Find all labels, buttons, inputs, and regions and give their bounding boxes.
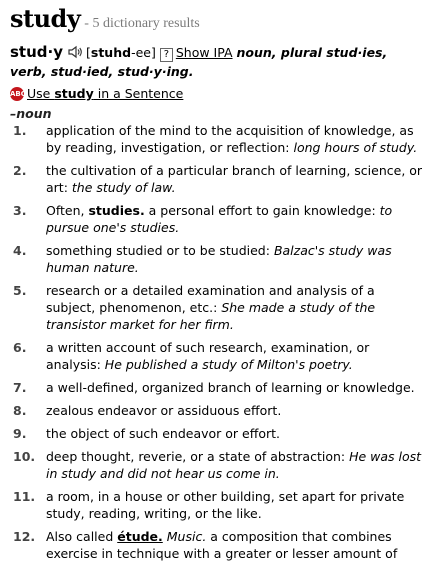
pronunciation — [86, 45, 156, 60]
definition-body: the object of such endeavor or effort. — [46, 426, 280, 441]
definition-item — [10, 242, 425, 276]
definition-number: 12. — [13, 529, 36, 544]
definition-number: 5. — [13, 283, 27, 298]
headword: stud·y — [10, 43, 63, 61]
definition-field-label: Music. — [166, 529, 207, 544]
definition-body: a composition that combines exercise in technique with a greater or lesser amount of — [46, 529, 398, 561]
definition-number: 1. — [13, 123, 27, 138]
definition-item — [10, 448, 425, 482]
definition-item — [10, 202, 425, 236]
definition-item — [10, 339, 425, 373]
definition-list — [10, 122, 425, 562]
definition-example: the study of law. — [71, 180, 176, 195]
grammar-forms: noun, plural stud·ies, verb, stud·ied, stud·y·ing. — [10, 45, 388, 79]
definition-text — [46, 379, 425, 396]
show-ipa-link[interactable]: Show IPA — [175, 45, 233, 60]
definition-text — [46, 448, 425, 482]
definition-body: a well-defined, organized branch of learning or knowledge. — [46, 380, 415, 395]
definition-body: deep thought, reverie, or a state of abstraction: — [46, 449, 350, 464]
definition-text — [46, 162, 425, 196]
sentence-icon-text: ABC — [10, 89, 26, 98]
definition-number: 10. — [13, 449, 36, 464]
definition-item — [10, 528, 425, 562]
definition-body: a written account of such research, examination, or analysis: — [46, 340, 370, 372]
part-of-speech-label: –noun — [10, 106, 52, 121]
audio-speaker-icon[interactable] — [67, 45, 83, 63]
definition-number: 9. — [13, 426, 27, 441]
definition-body: application of the mind to the acquisition of knowledge, as by reading, investigation, or reflection: — [46, 123, 414, 155]
definition-text — [46, 339, 425, 373]
definition-prefix: Often, — [46, 203, 89, 218]
definition-item — [10, 162, 425, 196]
definition-text — [46, 122, 425, 156]
definition-number: 2. — [13, 163, 27, 178]
definition-text — [46, 282, 425, 333]
definition-number: 6. — [13, 340, 27, 355]
definition-text — [46, 488, 425, 522]
sentence-pre: Use — [27, 86, 55, 101]
definition-item — [10, 122, 425, 156]
use-in-sentence-label[interactable] — [27, 86, 183, 101]
definition-body: zealous endeavor or assiduous effort. — [46, 403, 282, 418]
definition-number: 11. — [13, 489, 36, 504]
definition-body: something studied or to be studied: — [46, 243, 274, 258]
definition-example: He was lost in study and did not hear us come in. — [46, 449, 422, 481]
pron-open: [ — [86, 45, 91, 60]
definition-example: long hours of study. — [293, 140, 418, 155]
definition-number: 3. — [13, 203, 27, 218]
definition-variant: studies. — [88, 203, 145, 218]
definition-item — [10, 379, 425, 396]
entry-headline — [10, 44, 425, 80]
definition-item — [10, 282, 425, 333]
definition-text — [46, 528, 425, 562]
definition-body: a personal effort to gain knowledge: — [144, 203, 380, 218]
definition-number: 8. — [13, 403, 27, 418]
sentence-post: in a Sentence — [93, 86, 184, 101]
definition-crossref-link[interactable]: étude. — [117, 529, 163, 544]
definition-number: 4. — [13, 243, 27, 258]
definition-example: Balzac's study was human nature. — [46, 243, 392, 275]
results-header — [10, 4, 425, 33]
use-in-sentence-link[interactable] — [10, 86, 425, 101]
definition-example: He published a study of Milton's poetry. — [104, 357, 353, 372]
definition-text — [46, 425, 425, 442]
pron-rest: -ee] — [131, 45, 156, 60]
definition-text — [46, 242, 425, 276]
definition-body: research or a detailed examination and analysis of a subject, phenomenon, etc.: — [46, 283, 375, 315]
help-icon[interactable]: ? — [160, 48, 173, 62]
definition-text — [46, 202, 425, 236]
definition-prefix: Also called — [46, 529, 118, 544]
definition-body: the cultivation of a particular branch of learning, science, or art: — [46, 163, 423, 195]
definition-item — [10, 402, 425, 419]
definition-item — [10, 488, 425, 522]
pron-stressed: stuhd — [90, 45, 132, 60]
sentence-word: study — [54, 86, 94, 101]
results-count: - 5 dictionary results — [84, 16, 200, 31]
page-title: study — [10, 4, 81, 33]
definition-body: a room, in a house or other building, set apart for private study, reading, writing, or the like. — [46, 489, 405, 521]
definition-number: 7. — [13, 380, 27, 395]
definition-text — [46, 402, 425, 419]
definition-example: to pursue one's studies. — [46, 203, 393, 235]
sentence-icon — [10, 87, 24, 101]
definition-example: She made a study of the transistor market for her firm. — [46, 300, 376, 332]
definition-item — [10, 425, 425, 442]
